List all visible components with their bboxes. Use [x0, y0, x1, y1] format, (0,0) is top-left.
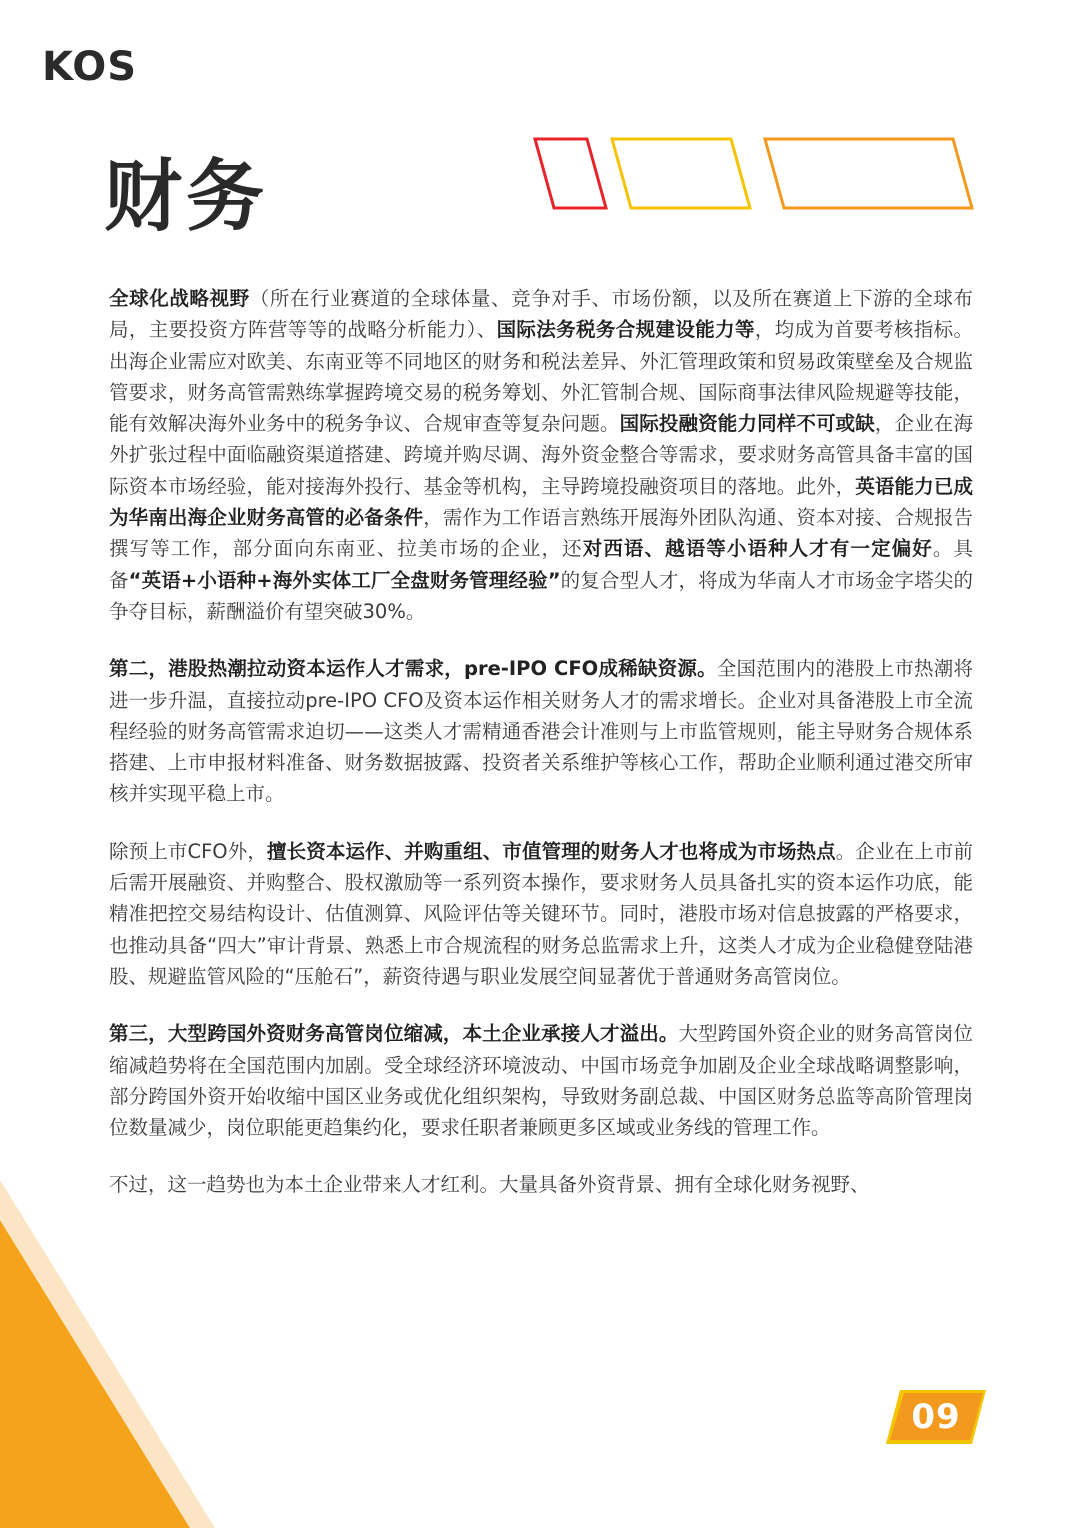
bold-text-segment: 英语能力已成为华南出海企业财务高管的必备条件 — [109, 474, 973, 530]
text-segment: 。具备 — [109, 537, 973, 592]
bold-text-segment: 擅长资本运作、并购重组、市值管理的财务人才也将成为市场热点 — [266, 839, 836, 863]
yellow-parallelogram — [612, 139, 750, 208]
bold-text-segment: 国际投融资能力同样不可或缺 — [619, 412, 875, 436]
bold-text-segment: 对西语、越语等小语种人才有一定偏好 — [582, 537, 933, 561]
decorative-parallelograms — [528, 136, 980, 212]
bold-text-segment: 国际法务税务合规建设能力等 — [496, 318, 755, 342]
text-segment: 除预上市CFO外， — [109, 839, 267, 863]
page-number-badge — [886, 1390, 986, 1444]
text-segment: ，均成为首要考核指标。出海企业需应对欧美、东南亚等不同地区的财务和税法差异、外汇管理政策和贸易政策壁垒及合规监管要求，财务高管需熟练掌握跨境交易的税务筹划、外汇管制合规、国际商事法律风险规避等技能，能有效解决海外业务中的税务争议、合规审查等复杂问题。 — [109, 318, 973, 436]
text-segment: 不过，这一趋势也为本土企业带来人才红利。大量具备外资背景、拥有全球化财务视野、 — [109, 1173, 870, 1197]
orange-parallelogram — [765, 139, 972, 208]
body-paragraph — [109, 836, 973, 992]
page-title: 财务 — [104, 152, 269, 242]
bold-text-segment: 第三，大型跨国外资财务高管岗位缩减，本土企业承接人才溢出。 — [109, 1022, 679, 1046]
body-text — [109, 283, 973, 1227]
text-segment: 。企业在上市前后需开展融资、并购整合、股权激励等一系列资本操作，要求财务人员具备扎实的资本运作功底，能精准把控交易结构设计、估值测算、风险评估等关键环节。同时，港股市场对信息披露的严格要求，也推动具备“四大”审计背景、熟悉上市合规流程的财务总监需求上升，这类人才成为企业稳健登陆港股、规避监管风险的“压舱石”，薪资待遇与职业发展空间显著优于普通财务高管岗位。 — [109, 839, 973, 988]
text-segment: 全国范围内的港股上市热潮将进一步升温，直接拉动pre-IPO CFO及资本运作相关财务人才的需求增长。企业对具备港股上市全流程经验的财务高管需求迫切——这类人才需精通香港会计准则与上市监管规则，能主导财务合规体系搭建、上市申报材料准备、财务数据披露、投资者关系维护等核心工作，帮助企业顺利通过港交所审核并实现平稳上市。 — [109, 657, 973, 806]
text-segment: 大型跨国外资企业的财务高管岗位缩减趋势将在全国范围内加剧。受全球经济环境波动、中国市场竞争加剧及企业全球战略调整影响，部分跨国外资开始收缩中国区业务或优化组织架构，导致财务副总裁、中国区财务总监等高阶管理岗位数量减少，岗位职能更趋集约化，要求任职者兼顾更多区域或业务线的管理工作。 — [109, 1022, 973, 1140]
kos-logo: KOS — [42, 44, 138, 90]
body-paragraph — [109, 653, 973, 809]
bold-text-segment: 全球化战略视野 — [109, 287, 250, 310]
red-parallelogram — [535, 139, 606, 208]
page-number: 09 — [911, 1397, 961, 1437]
body-paragraph — [109, 283, 973, 627]
body-paragraph — [109, 1018, 973, 1143]
bold-text-segment: 第二，港股热潮拉动资本运作人才需求，pre-IPO CFO成稀缺资源。 — [109, 657, 717, 681]
text-segment: ，需作为工作语言熟练开展海外团队沟通、资本对接、合规报告撰写等工作，部分面向东南亚、拉美市场的企业，还 — [109, 506, 973, 561]
text-segment: 的复合型人才，将成为华南人才市场金字塔尖的争夺目标，薪酬溢价有望突破30%。 — [109, 568, 973, 623]
text-segment: （所在行业赛道的全球体量、竞争对手、市场份额，以及所在赛道上下游的全球布局，主要投资方阵营等等的战略分析能力）、 — [109, 287, 973, 342]
corner-accent-stripe — [0, 1180, 300, 1528]
bold-text-segment: “英语+小语种+海外实体工厂全盘财务管理经验” — [128, 568, 561, 592]
text-segment: ，企业在海外扩张过程中面临融资渠道搭建、跨境并购尽调、海外资金整合等需求，要求财务高管具备丰富的国际资本市场经验，能对接海外投行、基金等机构，主导跨境投融资项目的落地。此外， — [109, 412, 973, 498]
